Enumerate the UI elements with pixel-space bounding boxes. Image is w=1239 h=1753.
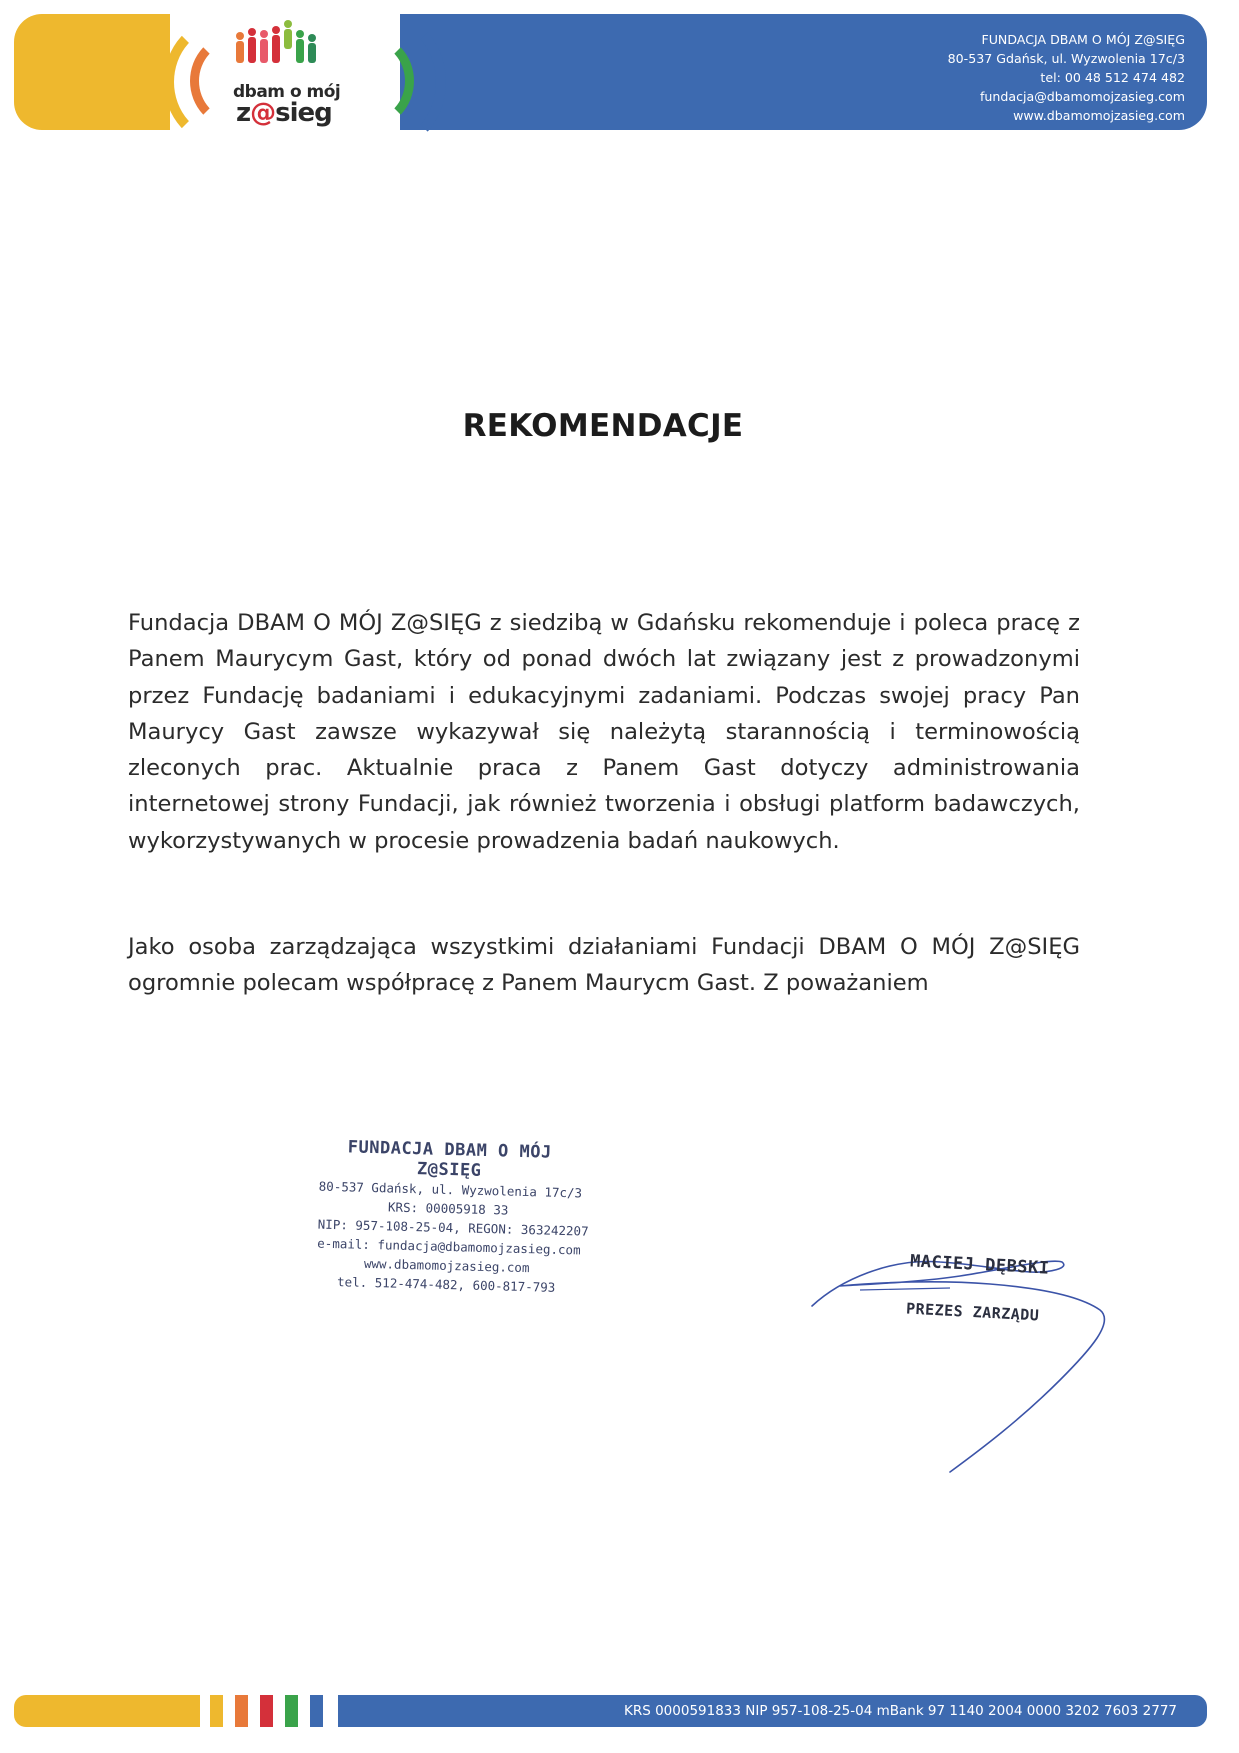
stamp-line-www: www.dbamomojzasieg.com (363, 1255, 530, 1276)
recommendation-paragraph-1: Fundacja DBAM O MÓJ Z@SIĘG z siedzibą w Gdańsku rekomenduje i poleca pracę z Panem Maurycym Gast, który od ponad dwóch lat związany jest z prowadzonymi przez Fundację badaniami i edukacyjnymi zadaniami. Podczas swojej pracy Pan Maurycy Gast zawsze wykazywał się należytą starannością i terminowością zleconych prac. Aktualnie praca z Panem Gast dotyczy administrowania internetowej strony Fundacji, jak również tworzenia i obsługi platform badawczych, wykorzystywanych w procesie prowadzenia badań naukowych. (128, 610, 1080, 854)
organization-stamp (316, 1137, 589, 1298)
signer-role: PREZES ZARZĄDU (905, 1299, 1040, 1325)
contact-email: fundacja@dbamomojzasieg.com (979, 89, 1185, 104)
footer-color-bar-green (285, 1695, 298, 1727)
stamp-line-address: 80-537 Gdańsk, ul. Wyzwolenia 17c/3 (318, 1178, 583, 1201)
header-contact-block (948, 30, 1185, 125)
footer-registry-info: KRS 0000591833 NIP 957-108-25-04 mBank 97 1140 2004 0000 3202 7603 2777 (624, 1703, 1177, 1719)
logo-arc-blue (330, 14, 446, 150)
logo-text-line2: z@sieg (236, 98, 332, 128)
signer-name: MACIEJ DĘBSKI (909, 1251, 1050, 1279)
contact-org-name: FUNDACJA DBAM O MÓJ Z@SIĘG (981, 32, 1185, 47)
footer-color-bar-blue (310, 1695, 323, 1727)
contact-address: 80-537 Gdańsk, ul. Wyzwolenia 17c/3 (947, 51, 1185, 66)
handwritten-signature (800, 1240, 1140, 1480)
stamp-line-phone: tel. 512-474-482, 600-817-793 (336, 1274, 556, 1295)
contact-website: www.dbamomojzasieg.com (1013, 108, 1185, 123)
footer-color-bar-yellow (210, 1695, 223, 1727)
document-title: REKOMENDACJE (462, 408, 744, 444)
stamp-line-krs: KRS: 00005918 33 (387, 1199, 509, 1218)
logo-text-line1: dbam o mój (233, 82, 341, 102)
recommendation-paragraph-2: Jako osoba zarządzająca wszystkimi działaniami Fundacji DBAM O MÓJ Z@SIĘG ogromnie polecam współpracę z Panem Maurycm Gast. Z poważaniem (128, 934, 1080, 997)
footer-color-bar-red (260, 1695, 273, 1727)
stamp-line-nip: NIP: 957-108-25-04, REGON: 363242207 (317, 1216, 589, 1239)
footer-color-bar-orange (235, 1695, 248, 1727)
footer-blue-band (338, 1695, 1207, 1727)
people-icon (232, 18, 332, 80)
stamp-line-email: e-mail: fundacja@dbamomojzasieg.com (317, 1235, 581, 1258)
stamp-line-name: FUNDACJA DBAM O MÓJ Z@SIĘG (347, 1137, 552, 1181)
contact-phone: tel: 00 48 512 474 482 (1040, 70, 1185, 85)
footer-yellow-band (14, 1695, 200, 1727)
